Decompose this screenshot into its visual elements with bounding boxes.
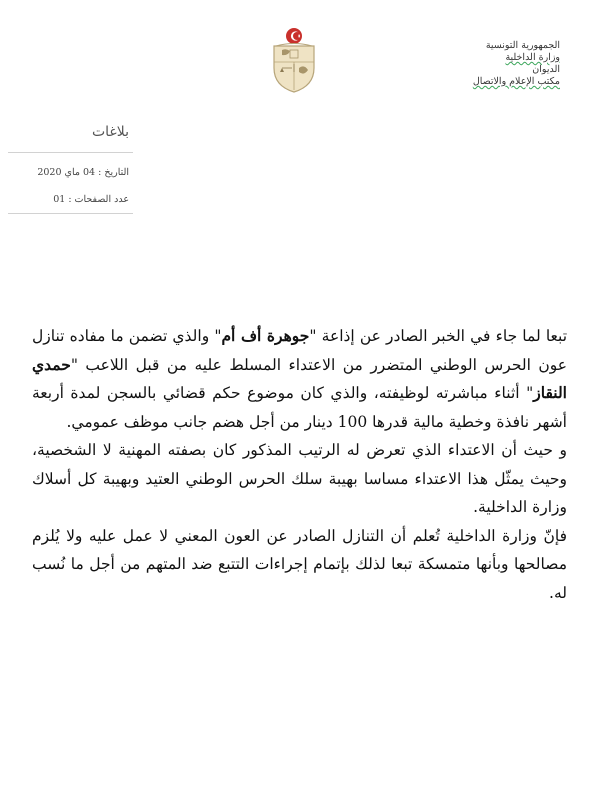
header-office: مكتب الإعلام والاتصال	[472, 76, 560, 87]
tunisia-coat-of-arms-icon	[268, 26, 320, 94]
player-name: حمدي النقاز	[32, 354, 567, 402]
header-ministry: وزارة الداخلية	[505, 52, 560, 63]
divider	[8, 152, 133, 153]
radio-station-name: جوهرة أف أم	[221, 326, 310, 345]
communique-date: التاريخ : 04 ماي 2020	[37, 167, 129, 178]
header-cabinet: الديوان	[532, 64, 560, 75]
page-count: عدد الصفحات : 01	[53, 194, 129, 205]
communique-body	[32, 322, 567, 607]
divider	[8, 213, 133, 214]
communique-title: بلاغات	[91, 124, 129, 140]
paragraph-1-text-c: " أثناء مباشرته لوظيفته، والذي كان موضوع حكم قضائي بالسجن لمدة أربعة أشهر نافذة وخطية مالية قدرها 100 دينار من أجل هضم جانب موظف عمومي.	[32, 384, 567, 431]
paragraph-1-text-a: تبعا لما جاء في الخبر الصادر عن إذاعة "	[309, 327, 568, 345]
paragraph-2: و حيث أن الاعتداء الذي تعرض له الرتيب المذكور كان بصفته المهنية لا الشخصية، وحيث يمثّل هذا الاعتداء مساسا بهيبة سلك الحرس الوطني العتيد وبهيبة كل أسلاك وزارة الداخلية.	[32, 441, 567, 516]
paragraph-1	[32, 322, 567, 436]
paragraph-3: فإنّ وزارة الداخلية تُعلم أن التنازل الصادر عن العون المعني لا عمل عليه ولا يُلزم مصالحها وبأنها متمسكة تبعا لذلك بإتمام إجراءات التتبع ضد المتهم من أجل ما نُسب له.	[32, 526, 567, 602]
communique-meta	[8, 118, 133, 214]
ministry-header	[360, 40, 560, 88]
header-republic: الجمهورية التونسية	[485, 40, 560, 51]
paragraph-1-text-b: " والذي تضمن ما مفاده تنازل عون الحرس الوطني المتضرر من الاعتداء المسلط عليه من قبل اللاعب "	[32, 327, 567, 374]
